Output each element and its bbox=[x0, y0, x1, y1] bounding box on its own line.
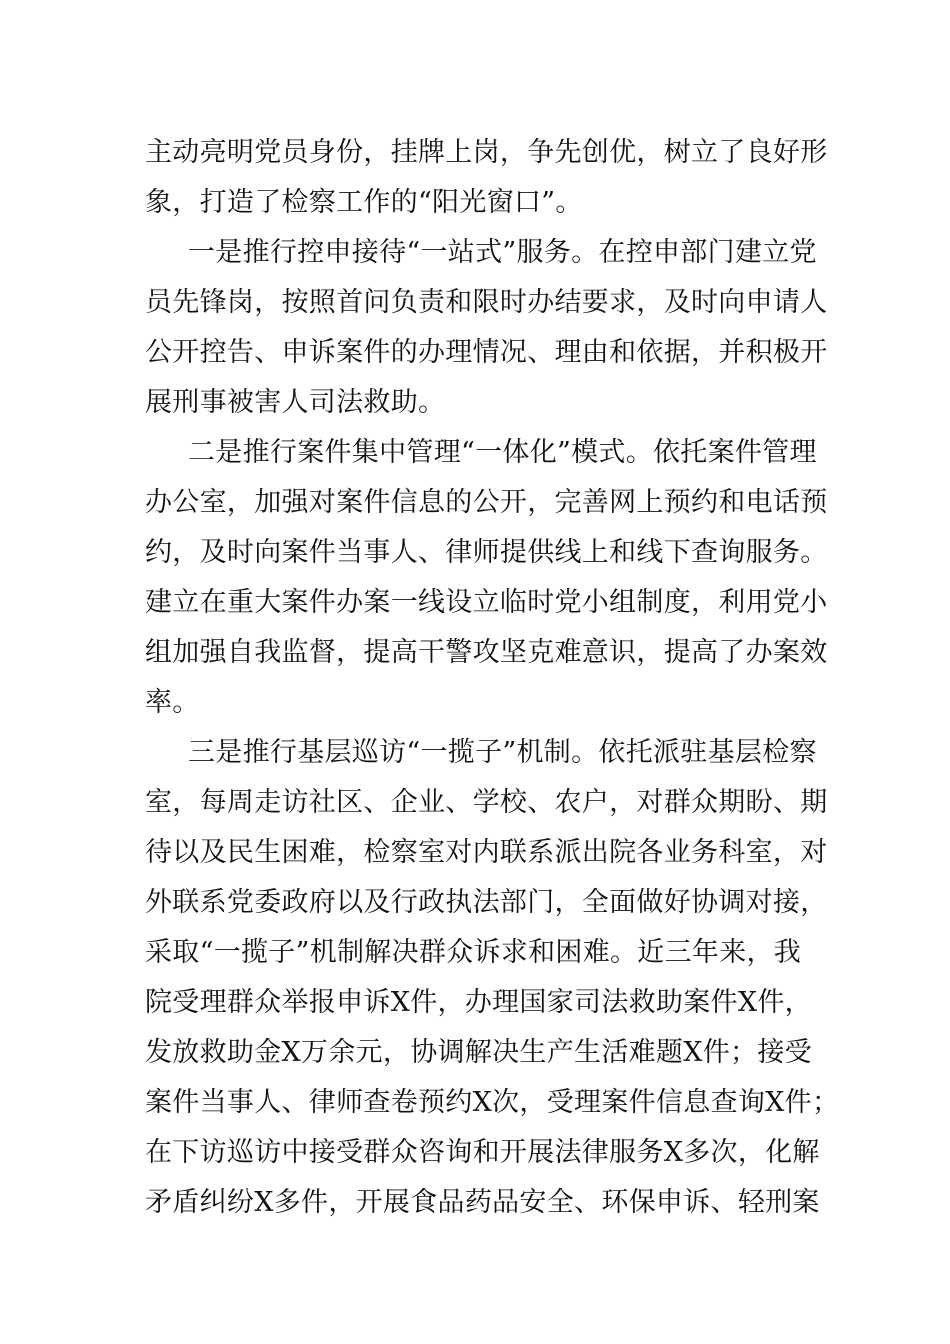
text-line: 采取“一揽子”机制解决群众诉求和困难。近三年来，我 bbox=[145, 937, 802, 968]
text-line: 矛盾纠纷X多件，开展食品药品安全、环保申诉、轻刑案 bbox=[145, 1187, 820, 1218]
text-line: 主动亮明党员身份，挂牌上岗，争先创优，树立了良好形 bbox=[145, 137, 828, 168]
text-line: 在下访巡访中接受群众咨询和开展法律服务X多次，化解 bbox=[145, 1137, 820, 1168]
text-line: 发放救助金X万余元，协调解决生产生活难题X件；接受 bbox=[145, 1037, 812, 1068]
text-line: 室，每周走访社区、企业、学校、农户，对群众期盼、期 bbox=[145, 787, 828, 818]
text-line: 约，及时向案件当事人、律师提供线上和线下查询服务。 bbox=[145, 537, 828, 568]
text-line: 建立在重大案件办案一线设立临时党小组制度，利用党小 bbox=[145, 587, 828, 618]
text-line: 展刑事被害人司法救助。 bbox=[145, 387, 446, 418]
paragraph-start-line: 三是推行基层巡访“一揽子”机制。依托派驻基层检察 bbox=[188, 737, 817, 768]
text-line: 率。 bbox=[145, 687, 200, 718]
text-line: 院受理群众举报申诉X件，办理国家司法救助案件X件， bbox=[145, 987, 812, 1018]
text-line: 办公室，加强对案件信息的公开，完善网上预约和电话预 bbox=[145, 487, 828, 518]
text-line: 待以及民生困难，检察室对内联系派出院各业务科室，对 bbox=[145, 837, 828, 868]
text-line: 员先锋岗，按照首问负责和限时办结要求，及时向申请人 bbox=[145, 287, 828, 318]
paragraph-start-line: 一是推行控申接待“一站式”服务。在控申部门建立党 bbox=[188, 237, 817, 268]
text-line: 案件当事人、律师查卷预约X次，受理案件信息查询X件； bbox=[145, 1087, 840, 1118]
text-line: 组加强自我监督，提高干警攻坚克难意识，提高了办案效 bbox=[145, 637, 828, 668]
body-text bbox=[145, 128, 840, 1228]
text-line: 公开控告、申诉案件的办理情况、理由和依据，并积极开 bbox=[145, 337, 828, 368]
text-line: 外联系党委政府以及行政执法部门，全面做好协调对接， bbox=[145, 887, 828, 918]
text-line: 象，打造了检察工作的“阳光窗口”。 bbox=[145, 187, 583, 218]
paragraph-start-line: 二是推行案件集中管理“一体化”模式。依托案件管理 bbox=[188, 437, 817, 468]
